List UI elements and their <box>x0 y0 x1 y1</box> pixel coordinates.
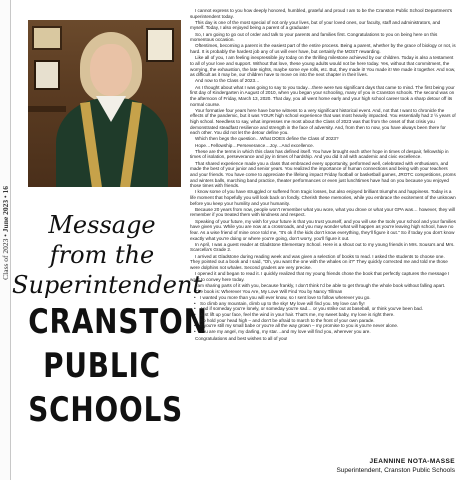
article-paragraph: These are the terms in which this class has defined itself. You have brought each other hope in times of despair, fellowship in times of isolation, perseverance and joy in times of hardship. And you did it all with academic and civic excellence. <box>190 148 449 160</box>
signature-title: Superintendent, Cranston Public Schools <box>336 466 455 474</box>
article-paragraph: So, I am going to go out of order and talk to your parents and families first. Congratulations to you on being here on this momentous occasion. <box>190 31 438 43</box>
article-paragraph: The book is: Wherever You Are, My Love Will Find You by Nancy Tillman <box>195 289 343 294</box>
article-paragraph: As I thought about what I was going to say to you today…there were two significant days that came to mind. The first being your first day of Kindergarten in August of 2010, when you began your schooling, many of you in Cranston schools. The second was on the afternoon of Friday, March 13, 2020. That day, you all went home early and your high school career took a sharp detour off its normal course. <box>190 84 455 107</box>
folio-page-number: 16 <box>1 186 10 194</box>
article-heading <box>12 210 208 432</box>
heading-public: PUBLIC <box>43 346 161 386</box>
poem-line: • I wanted you more than you will ever know, so I sent love to follow wherever you go. <box>196 295 456 301</box>
article-paragraph: I know some of you have struggled or suffered from tragic losses, but also enjoyed brilliant triumphs and happiness. Today is a life moment that hopefully you will look back on fondly. Cherish these memories, while you embrace the excitement of the unknown before you keep your humility and your humanity. <box>190 189 456 206</box>
heading-cranston: CRANSTON <box>28 302 208 342</box>
article-paragraph: Which then begs the question…What DOES define the Class of 2023? <box>195 136 339 142</box>
article-paragraph: Your formative four years here have borne witness to a very significant historical event. And, not that I want to chronicle the effects of the pandemic, but it was YOUR high school experience that was most heavily impacted. You essentially had 2 ½ years of high school. Needless to say, what impresses me most about the Class of 2023 was that from the onset of that crisis you demonstrated steadfast resilience and strength in the face of adversity. And, from then to now, you have always been there for each other. You did not let the detour define you. <box>190 107 456 136</box>
article-paragraph: I opened it and began to read it. I quickly realized that my young friends chose the book that perfectly captures the message I want to convey here today. <box>190 271 450 282</box>
poem-line: • Just lift up your face, feel the wind in your hair. That's me, my sweet baby, my love is right there. <box>196 312 456 318</box>
poem-line: • And if someday you're lonely, or someday you're sad… or you strike out at baseball, or think you've been bad. <box>196 306 456 312</box>
article-paragraph: Speaking of your future, my wish for your future is that you trust yourself, and you will use the tools your school and your families have given you. While you are now at a crossroads, and you may wonder what will happen as you're leaving high school, have no fear. As a wise friend of mine once told me, "It's ok if the kids don't know everything, they'll figure it out." So if today you don't know exactly what you're doing or where you're going, don't worry, you'll figure it out. <box>190 218 456 241</box>
poem-line: • If you're still my small babe or you're all the way grown – my promise to you is you're never alone. <box>196 323 456 329</box>
poem-line: • So hold your head high – and don't be afraid to march to the front of your own parade. <box>196 318 456 324</box>
folio-class-of: Class of 2023 <box>1 238 10 280</box>
wall-frame <box>34 60 60 90</box>
article-paragraph: I cannot express to you how deeply honored, humbled, grateful and proud I am to be the Cranston Public School Department's superintendent today. <box>190 8 453 19</box>
signature-block <box>215 458 455 475</box>
article-paragraph: Because 20 years from now, people won't remember what you wore, what you drove or what your GPA was… however, they will remember if you treated them with kindness and respect. <box>190 206 455 218</box>
signature-name: JEANNINE NOTA-MASSE <box>369 458 455 465</box>
article-body <box>190 8 456 342</box>
article-paragraph: That shared experience made you a class that embraced every opportunity, performed well, celebrated with enthusiasm, and made the best of your junior and senior years. You realized the importance of human connections and being with your teachers and your friends. You have come to appreciate the lifelong impact Friday football or basketball games, JROTC competitions, proms and winters balls, marching band practice, theater performances or even just lunchtimes have had on you because you enjoyed those times with friends. <box>190 160 456 189</box>
article-paragraph: Like all of you, I am feeling inexpressible joy today on the thrilling milestone achieved by our children. Today is also a testament to all of your love and support. Without that love, these young adults would not be here today. Yes, without that commitment, the worrying, the exhaustion, the late nights, maybe some eye rolls, etc. But, they made it! You made it! We made it together. And now, as difficult as it may be, our children have to move on into the next chapter in their lives. <box>190 55 456 78</box>
article-paragraph: And now to the Class of 2023… <box>195 78 260 84</box>
article-paragraph: I arrived at Gladstone during reading week and was given a selection of books to read. I asked the students to choose one. They pointed out a book and I said, "Oh, you want the one with the whales on it?" They quickly corrected me and told me those were dolphins not whales. Second graders are very precise. <box>190 253 448 270</box>
article-paragraph: In April, I was a guest reader at Gladstone Elementary School. Here is a shout out to my young friends in Mrs. Sousa's and Mrs. Scarcella's Grade 2. <box>190 241 455 253</box>
page-folio: Class of 2023 • June 2023 • 16 <box>1 186 10 280</box>
superintendent-photo <box>28 20 181 187</box>
article-paragraph: Oftentimes, becoming a parent is the easiest part of the entire process. Being a parent, whether by the grace of biology or not, is hard. It is probably the hardest job any of us will ever have, but certainly the MOST rewarding. <box>190 43 456 55</box>
poem-list <box>196 295 456 335</box>
heading-from-the: from the <box>49 241 155 269</box>
article-closing: Congratulations and best wishes to all of you! <box>195 335 288 341</box>
wall-frame <box>146 28 174 62</box>
folio-issue: June 2023 <box>1 199 10 233</box>
poem-line: • You are my angel, my darling, my star…and my love will find you, wherever you are. <box>196 329 456 335</box>
heading-superintendent: Superintendent <box>12 271 203 299</box>
heading-schools: SCHOOLS <box>28 390 184 430</box>
article-paragraph: Hope…Fellowship…Perseverance…Joy…And excellence. <box>195 142 314 148</box>
poem-line: • So climb any mountain, climb up to the sky! My love will find you. My love can fly! <box>196 301 456 307</box>
wall-frame <box>32 26 62 50</box>
heading-message: Message <box>48 211 156 239</box>
article-paragraph: I am sharing parts of it with you, because frankly, I don't think I'd be able to get through the whole book without falling apart. <box>195 282 446 288</box>
portrait-face <box>90 44 132 96</box>
shelf <box>28 106 66 112</box>
article-paragraph: This day is one of the most special of not only your lives, but of your loved ones, our faculty, staff and administrators, and myself. Today, I also enjoyed being a parent of a graduate! <box>190 19 441 31</box>
